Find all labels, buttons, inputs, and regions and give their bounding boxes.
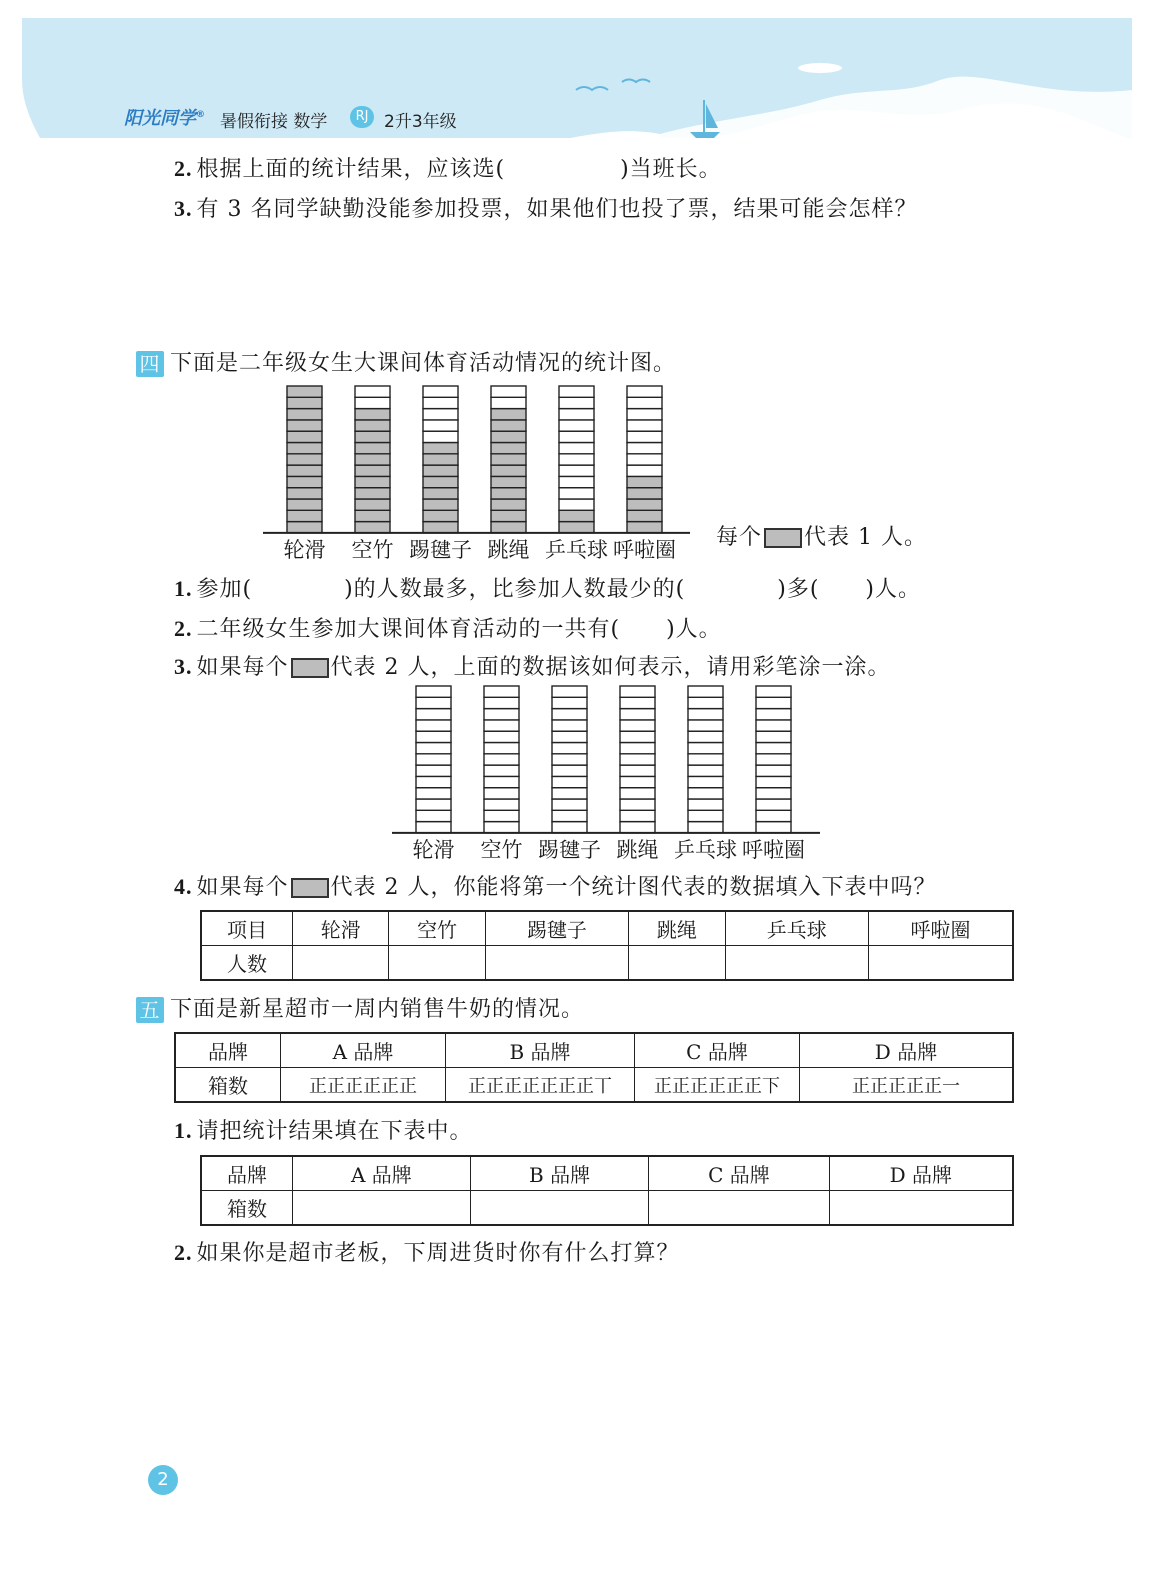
bar-cell-empty xyxy=(416,788,451,799)
book-subtitle: 暑假衔接 数学 xyxy=(220,112,328,132)
table-header-cell: 跳绳 xyxy=(629,911,725,946)
activity-table xyxy=(200,910,1014,981)
bar-cell-filled xyxy=(491,510,526,521)
row-label: 箱数 xyxy=(201,1191,293,1226)
bar-cell-empty xyxy=(756,776,791,787)
bar-column xyxy=(355,386,390,533)
bar-cell-empty xyxy=(416,799,451,810)
bar-cell-empty xyxy=(688,822,723,833)
bar-cell-empty xyxy=(552,709,587,720)
bar-column xyxy=(620,686,655,833)
bar-cell-filled xyxy=(627,476,662,487)
bar-cell-empty xyxy=(688,697,723,708)
bar-cell-empty xyxy=(491,386,526,397)
table-header-cell: 空竹 xyxy=(389,911,485,946)
bar-cell-empty xyxy=(627,431,662,442)
bar-cell-filled xyxy=(491,522,526,533)
bar-cell-empty xyxy=(627,443,662,454)
category-label: 乒乓球 xyxy=(545,537,608,562)
table-header-cell: 踢毽子 xyxy=(485,911,628,946)
bar-cell-empty xyxy=(484,743,519,754)
category-label: 乒乓球 xyxy=(674,837,737,862)
bar-cell-empty xyxy=(688,731,723,742)
row-label: 人数 xyxy=(201,946,293,981)
table-header-row xyxy=(201,1156,1013,1191)
bar-cell-empty xyxy=(627,454,662,465)
tally-marks: 正正正正正正正丅 xyxy=(446,1068,635,1103)
bar-cell-empty xyxy=(559,431,594,442)
question-3-3: 3. 有 3 名同学缺勤没能参加投票，如果他们也投了票，结果可能会怎样？ xyxy=(174,196,918,222)
bar-cell-filled xyxy=(491,499,526,510)
bar-cell-empty xyxy=(620,709,655,720)
bar-cell-empty xyxy=(355,386,390,397)
brand-logo: 阳光同学® xyxy=(124,108,205,129)
bar-cell-filled xyxy=(559,510,594,521)
question-3-2: 2. 根据上面的统计结果，应该选( )当班长。 xyxy=(174,156,722,182)
section-4-title: 四 下面是二年级女生大课间体育活动情况的统计图。 xyxy=(136,346,676,377)
bar-cell-empty xyxy=(416,765,451,776)
table-row xyxy=(201,1191,1013,1226)
bar-cell-filled xyxy=(287,522,322,533)
bar-cell-empty xyxy=(416,810,451,821)
question-4-4: 4. 如果每个 代表 2 人，你能将第一个统计图代表的数据填入下表中吗？ xyxy=(174,874,937,900)
bar-cell-empty xyxy=(756,822,791,833)
bar-cell-empty xyxy=(688,810,723,821)
bar-cell-empty xyxy=(416,720,451,731)
table-header-cell: A 品牌 xyxy=(281,1033,446,1068)
bar-cell-empty xyxy=(756,709,791,720)
category-label: 空竹 xyxy=(351,537,394,562)
edition-badge: RJ xyxy=(350,106,374,128)
bar-cell-empty xyxy=(688,776,723,787)
bar-cell-empty xyxy=(559,420,594,431)
section-badge: 四 xyxy=(136,351,164,377)
bar-cell-empty xyxy=(491,397,526,408)
table-header-cell: 乒乓球 xyxy=(725,911,868,946)
bar-cell-filled xyxy=(423,476,458,487)
bar-cell-empty xyxy=(620,788,655,799)
bar-cell-filled xyxy=(491,488,526,499)
legend-cell-swatch xyxy=(764,528,802,548)
bar-cell-empty xyxy=(756,697,791,708)
bar-cell-empty xyxy=(552,822,587,833)
answer-cell[interactable] xyxy=(829,1191,1013,1226)
bar-cell-empty xyxy=(484,822,519,833)
bar-cell-filled xyxy=(287,409,322,420)
bar-cell-empty xyxy=(620,776,655,787)
bar-cell-empty xyxy=(559,386,594,397)
bar-cell-empty xyxy=(688,743,723,754)
answer-cell[interactable] xyxy=(293,946,389,981)
bar-cell-filled xyxy=(287,397,322,408)
bar-cell-filled xyxy=(287,386,322,397)
bar-cell-filled xyxy=(423,454,458,465)
bar-cell-filled xyxy=(355,409,390,420)
bar-cell-empty xyxy=(416,731,451,742)
bar-cell-empty xyxy=(552,697,587,708)
table-header-cell: C 品牌 xyxy=(649,1156,829,1191)
bar-column xyxy=(559,386,594,533)
bar-cell-empty xyxy=(552,810,587,821)
bar-cell-filled xyxy=(355,522,390,533)
bar-cell-filled xyxy=(355,420,390,431)
table-header-cell: 品牌 xyxy=(175,1033,281,1068)
answer-cell[interactable] xyxy=(485,946,628,981)
category-label: 轮滑 xyxy=(283,537,326,562)
bar-cell-empty xyxy=(416,743,451,754)
bar-cell-empty xyxy=(688,765,723,776)
cell-swatch xyxy=(291,658,329,678)
bar-cell-empty xyxy=(423,409,458,420)
bar-cell-empty xyxy=(627,386,662,397)
bar-cell-filled xyxy=(355,499,390,510)
bar-cell-filled xyxy=(355,431,390,442)
bar-cell-filled xyxy=(627,499,662,510)
bar-cell-empty xyxy=(552,720,587,731)
bar-cell-filled xyxy=(287,454,322,465)
bar-cell-empty xyxy=(688,709,723,720)
bar-column xyxy=(688,686,723,833)
category-label: 空竹 xyxy=(480,837,523,862)
table-header-row xyxy=(175,1033,1013,1068)
tally-table xyxy=(174,1032,1014,1103)
bar-cell-empty xyxy=(620,743,655,754)
bar-cell-empty xyxy=(627,397,662,408)
bar-cell-filled xyxy=(423,499,458,510)
bar-cell-filled xyxy=(423,465,458,476)
section-5-title: 五 下面是新星超市一周内销售牛奶的情况。 xyxy=(136,992,584,1023)
answer-cell[interactable] xyxy=(293,1191,471,1226)
page-number: 2 xyxy=(148,1465,178,1495)
bar-cell-empty xyxy=(559,499,594,510)
tally-marks: 正正正正正正 xyxy=(281,1068,446,1103)
category-label: 轮滑 xyxy=(412,837,455,862)
bar-cell-empty xyxy=(627,409,662,420)
bar-cell-empty xyxy=(484,731,519,742)
bar-cell-empty xyxy=(620,731,655,742)
bar-cell-empty xyxy=(688,720,723,731)
tally-marks: 正正正正正一 xyxy=(800,1068,1014,1103)
table-header-cell: D 品牌 xyxy=(829,1156,1013,1191)
bar-cell-empty xyxy=(756,754,791,765)
bar-cell-empty xyxy=(756,743,791,754)
bar-cell-filled xyxy=(627,510,662,521)
bar-cell-empty xyxy=(620,720,655,731)
bar-cell-empty xyxy=(552,686,587,697)
bar-cell-empty xyxy=(552,743,587,754)
bar-cell-filled xyxy=(491,465,526,476)
bar-cell-empty xyxy=(559,397,594,408)
bar-cell-empty xyxy=(552,799,587,810)
bar-cell-filled xyxy=(423,510,458,521)
bar-cell-empty xyxy=(688,799,723,810)
bar-cell-empty xyxy=(620,697,655,708)
bar-cell-empty xyxy=(559,409,594,420)
section-badge: 五 xyxy=(136,997,164,1023)
bar-cell-empty xyxy=(620,686,655,697)
bar-cell-empty xyxy=(756,686,791,697)
bar-cell-filled xyxy=(491,431,526,442)
bar-cell-filled xyxy=(491,443,526,454)
bar-cell-empty xyxy=(484,810,519,821)
bar-cell-empty xyxy=(552,765,587,776)
question-5-1: 1. 请把统计结果填在下表中。 xyxy=(174,1118,473,1144)
bar-cell-empty xyxy=(559,443,594,454)
bar-cell-empty xyxy=(484,697,519,708)
bar-cell-empty xyxy=(416,776,451,787)
bar-cell-filled xyxy=(423,522,458,533)
bar-column xyxy=(484,686,519,833)
bar-cell-filled xyxy=(559,522,594,533)
table-row xyxy=(175,1068,1013,1103)
table-header-cell: 项目 xyxy=(201,911,293,946)
answer-cell[interactable] xyxy=(629,946,725,981)
answer-cell[interactable] xyxy=(649,1191,829,1226)
question-4-3: 3. 如果每个 代表 2 人，上面的数据该如何表示，请用彩笔涂一涂。 xyxy=(174,654,891,680)
bar-column xyxy=(627,386,662,533)
header-banner xyxy=(0,0,1169,150)
bar-cell-filled xyxy=(627,488,662,499)
bar-cell-empty xyxy=(627,465,662,476)
bar-cell-empty xyxy=(552,754,587,765)
bar-cell-empty xyxy=(688,788,723,799)
bar-cell-empty xyxy=(484,686,519,697)
table-header-row xyxy=(201,911,1013,946)
bar-cell-empty xyxy=(423,431,458,442)
bar-cell-empty xyxy=(627,420,662,431)
category-label: 跳绳 xyxy=(616,837,659,862)
table-header-cell: C 品牌 xyxy=(635,1033,800,1068)
bar-cell-empty xyxy=(355,397,390,408)
bar-cell-empty xyxy=(484,776,519,787)
bar-cell-empty xyxy=(484,765,519,776)
bar-cell-empty xyxy=(416,709,451,720)
bar-cell-filled xyxy=(627,522,662,533)
bar-cell-empty xyxy=(756,731,791,742)
answer-cell[interactable] xyxy=(725,946,868,981)
question-4-1: 1. 参加( )的人数最多，比参加人数最少的( )多( )人。 xyxy=(174,576,922,602)
bar-column xyxy=(491,386,526,533)
bar-cell-filled xyxy=(355,465,390,476)
bar-cell-filled xyxy=(287,488,322,499)
bar-cell-empty xyxy=(484,709,519,720)
category-label: 踢毽子 xyxy=(409,537,472,562)
bar-cell-empty xyxy=(559,465,594,476)
bar-cell-filled xyxy=(287,420,322,431)
category-label: 呼啦圈 xyxy=(613,537,676,562)
bar-cell-filled xyxy=(287,476,322,487)
bar-cell-filled xyxy=(355,510,390,521)
bar-cell-filled xyxy=(491,409,526,420)
bar-cell-empty xyxy=(416,822,451,833)
table-header-cell: 呼啦圈 xyxy=(868,911,1013,946)
bar-column xyxy=(416,686,451,833)
answer-cell[interactable] xyxy=(389,946,485,981)
bar-cell-empty xyxy=(552,776,587,787)
bar-cell-empty xyxy=(552,731,587,742)
question-5-2: 2. 如果你是超市老板，下周进货时你有什么打算？ xyxy=(174,1240,680,1266)
bar-cell-empty xyxy=(620,754,655,765)
bar-cell-empty xyxy=(484,754,519,765)
bar-cell-filled xyxy=(287,499,322,510)
table-header-cell: B 品牌 xyxy=(470,1156,649,1191)
bar-cell-filled xyxy=(355,488,390,499)
bar-cell-empty xyxy=(423,386,458,397)
bar-cell-empty xyxy=(756,810,791,821)
cell-swatch xyxy=(291,878,329,898)
bar-cell-empty xyxy=(416,754,451,765)
bar-column xyxy=(287,386,322,533)
bar-cell-empty xyxy=(552,788,587,799)
bar-cell-filled xyxy=(491,476,526,487)
bar-cell-empty xyxy=(416,697,451,708)
bar-cell-empty xyxy=(416,686,451,697)
result-table xyxy=(200,1155,1014,1226)
bar-cell-empty xyxy=(559,476,594,487)
bar-cell-empty xyxy=(756,720,791,731)
table-header-cell: D 品牌 xyxy=(800,1033,1014,1068)
bar-cell-empty xyxy=(688,754,723,765)
answer-cell[interactable] xyxy=(868,946,1013,981)
bar-cell-filled xyxy=(287,431,322,442)
bar-cell-empty xyxy=(484,799,519,810)
category-label: 呼啦圈 xyxy=(742,837,805,862)
bar-cell-filled xyxy=(355,443,390,454)
tally-marks: 正正正正正正下 xyxy=(635,1068,800,1103)
bar-cell-empty xyxy=(620,765,655,776)
bar-cell-filled xyxy=(287,465,322,476)
bar-cell-empty xyxy=(620,799,655,810)
bar-cell-filled xyxy=(423,443,458,454)
question-4-2: 2. 二年级女生参加大课间体育活动的一共有( )人。 xyxy=(174,616,722,642)
bar-cell-filled xyxy=(491,454,526,465)
row-label: 箱数 xyxy=(175,1068,281,1103)
bar-cell-filled xyxy=(423,488,458,499)
table-header-cell: A 品牌 xyxy=(293,1156,471,1191)
answer-cell[interactable] xyxy=(470,1191,649,1226)
bar-cell-empty xyxy=(423,420,458,431)
bar-cell-filled xyxy=(355,454,390,465)
bar-cell-filled xyxy=(287,443,322,454)
table-header-cell: 轮滑 xyxy=(293,911,389,946)
table-header-cell: 品牌 xyxy=(201,1156,293,1191)
bar-cell-empty xyxy=(688,686,723,697)
chart-legend: 每个 代表 1 人。 xyxy=(716,525,927,550)
bar-cell-empty xyxy=(559,454,594,465)
bar-cell-empty xyxy=(756,765,791,776)
bar-cell-empty xyxy=(620,810,655,821)
bar-cell-empty xyxy=(756,788,791,799)
bar-column xyxy=(423,386,458,533)
bar-cell-empty xyxy=(423,397,458,408)
bar-cell-empty xyxy=(484,720,519,731)
bar-cell-empty xyxy=(756,799,791,810)
bar-cell-filled xyxy=(355,476,390,487)
bar-cell-empty xyxy=(559,488,594,499)
bar-cell-filled xyxy=(491,420,526,431)
bar-cell-filled xyxy=(287,510,322,521)
category-label: 跳绳 xyxy=(487,537,530,562)
table-row xyxy=(201,946,1013,981)
category-label: 踢毽子 xyxy=(538,837,601,862)
bar-cell-empty xyxy=(484,788,519,799)
bar-cell-empty xyxy=(620,822,655,833)
bar-column xyxy=(552,686,587,833)
bar-column xyxy=(756,686,791,833)
grade-label: 2升3年级 xyxy=(384,112,457,132)
table-header-cell: B 品牌 xyxy=(446,1033,635,1068)
